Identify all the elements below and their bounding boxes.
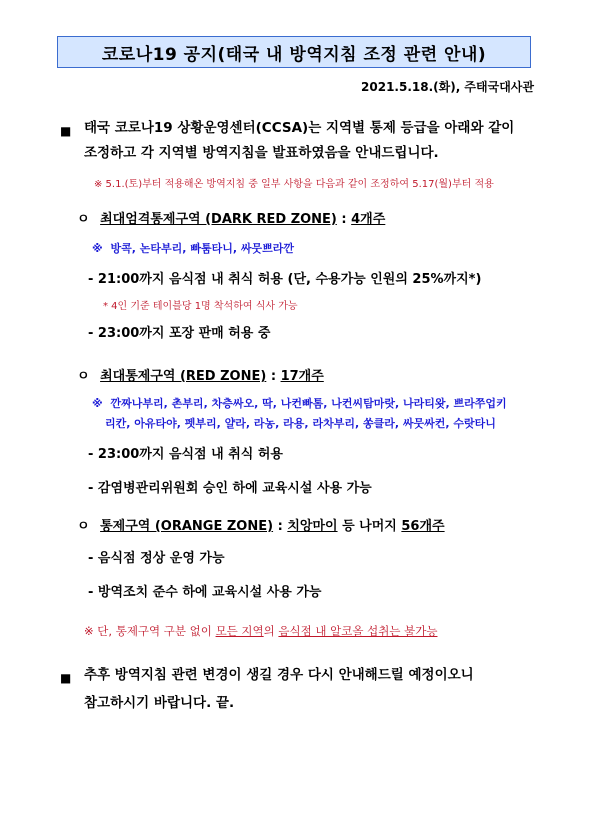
square-bullet-icon: ■ [60,124,72,138]
red-provinces-line-2: 리칸, 아유타야, 펫부리, 얄라, 라농, 라용, 라차부리, 쏭클라, 싸뭇싸컨, 수랏타니 [105,417,496,430]
dark-red-province-list: 방콕, 논타부리, 빠툼타니, 싸뭇쁘라깐 [110,242,294,255]
red-rule-1: - 23:00까지 음식점 내 취식 허용 [88,447,283,462]
red-zone-count: 17개주 [280,369,324,384]
closing-line-2: 참고하시기 바랍니다. 끝. [84,695,235,711]
orange-rule-2: - 방역조치 준수 하에 교육시설 사용 가능 [88,585,322,600]
circle-marker-icon: ㅇ [77,369,90,384]
intro-note: ※ 5.1.(토)부터 적용해온 방역지침 중 일부 사항을 다음과 같이 조정하여 5.17(월)부터 적용 [94,179,494,190]
square-bullet-icon: ■ [60,671,72,685]
alcohol-note-prohibition: 음식점 내 알코올 섭취는 불가능 [278,624,438,638]
orange-rule-1: - 음식점 정상 운영 가능 [88,551,225,566]
dark-red-provinces [92,240,294,256]
orange-zone-place: 치앙마이 [287,519,338,534]
notice-title-box [57,36,531,68]
orange-zone-count: 56개주 [401,519,445,534]
alcohol-note-all-regions: 모든 지역 [215,624,264,638]
date-and-embassy: 2021.5.18.(화), 주태국대사관 [361,80,534,94]
notice-title: 코로나19 공지(태국 내 방역지침 조정 관련 안내) [101,44,487,65]
dark-red-rule-1-note: * 4인 기준 테이블당 1명 착석하여 식사 가능 [103,301,298,312]
circle-marker-icon: ㅇ [77,519,90,534]
dark-red-rule-2: - 23:00까지 포장 판매 허용 중 [88,326,271,341]
red-provinces-line-1: ※ 깐짜나부리, 촌부리, 차층싸오, 딱, 나컨빠톰, 나컨씨탐마랏, 나라티왓, 쁘라쭈업키 [92,397,507,410]
intro-line-1: 태국 코로나19 상황운영센터(CCSA)는 지역별 통제 등급을 아래와 같이 [84,120,515,136]
reference-mark-icon: ※ [92,242,103,255]
alcohol-note: ※ 단, 통제구역 구분 없이 모든 지역의 음식점 내 알코올 섭취는 불가능 [84,624,438,638]
reference-mark-icon: ※ [92,397,103,410]
circle-marker-icon: ㅇ [77,212,90,227]
orange-zone-heading: ㅇ 통제구역 (ORANGE ZONE) : 치앙마이 등 나머지 56개주 [77,519,445,534]
dark-red-zone-heading: ㅇ 최대엄격통제구역 (DARK RED ZONE) : 4개주 [77,212,386,227]
orange-zone-name: 통제구역 (ORANGE ZONE) [100,519,274,534]
intro-line-2: 조정하고 각 지역별 방역지침을 발표하였음을 안내드립니다. [84,145,439,161]
red-zone-name: 최대통제구역 (RED ZONE) [100,369,267,384]
dark-red-zone-count: 4개주 [351,212,386,227]
closing-line-1: 추후 방역지침 관련 변경이 생길 경우 다시 안내해드릴 예정이오니 [84,667,474,683]
dark-red-rule-1: - 21:00까지 음식점 내 취식 허용 (단, 수용가능 인원의 25%까지*) [88,272,482,287]
red-rule-2: - 감염병관리위원회 승인 하에 교육시설 사용 가능 [88,481,372,496]
red-zone-heading: ㅇ 최대통제구역 (RED ZONE) : 17개주 [77,369,324,384]
dark-red-zone-name: 최대엄격통제구역 (DARK RED ZONE) [100,212,337,227]
